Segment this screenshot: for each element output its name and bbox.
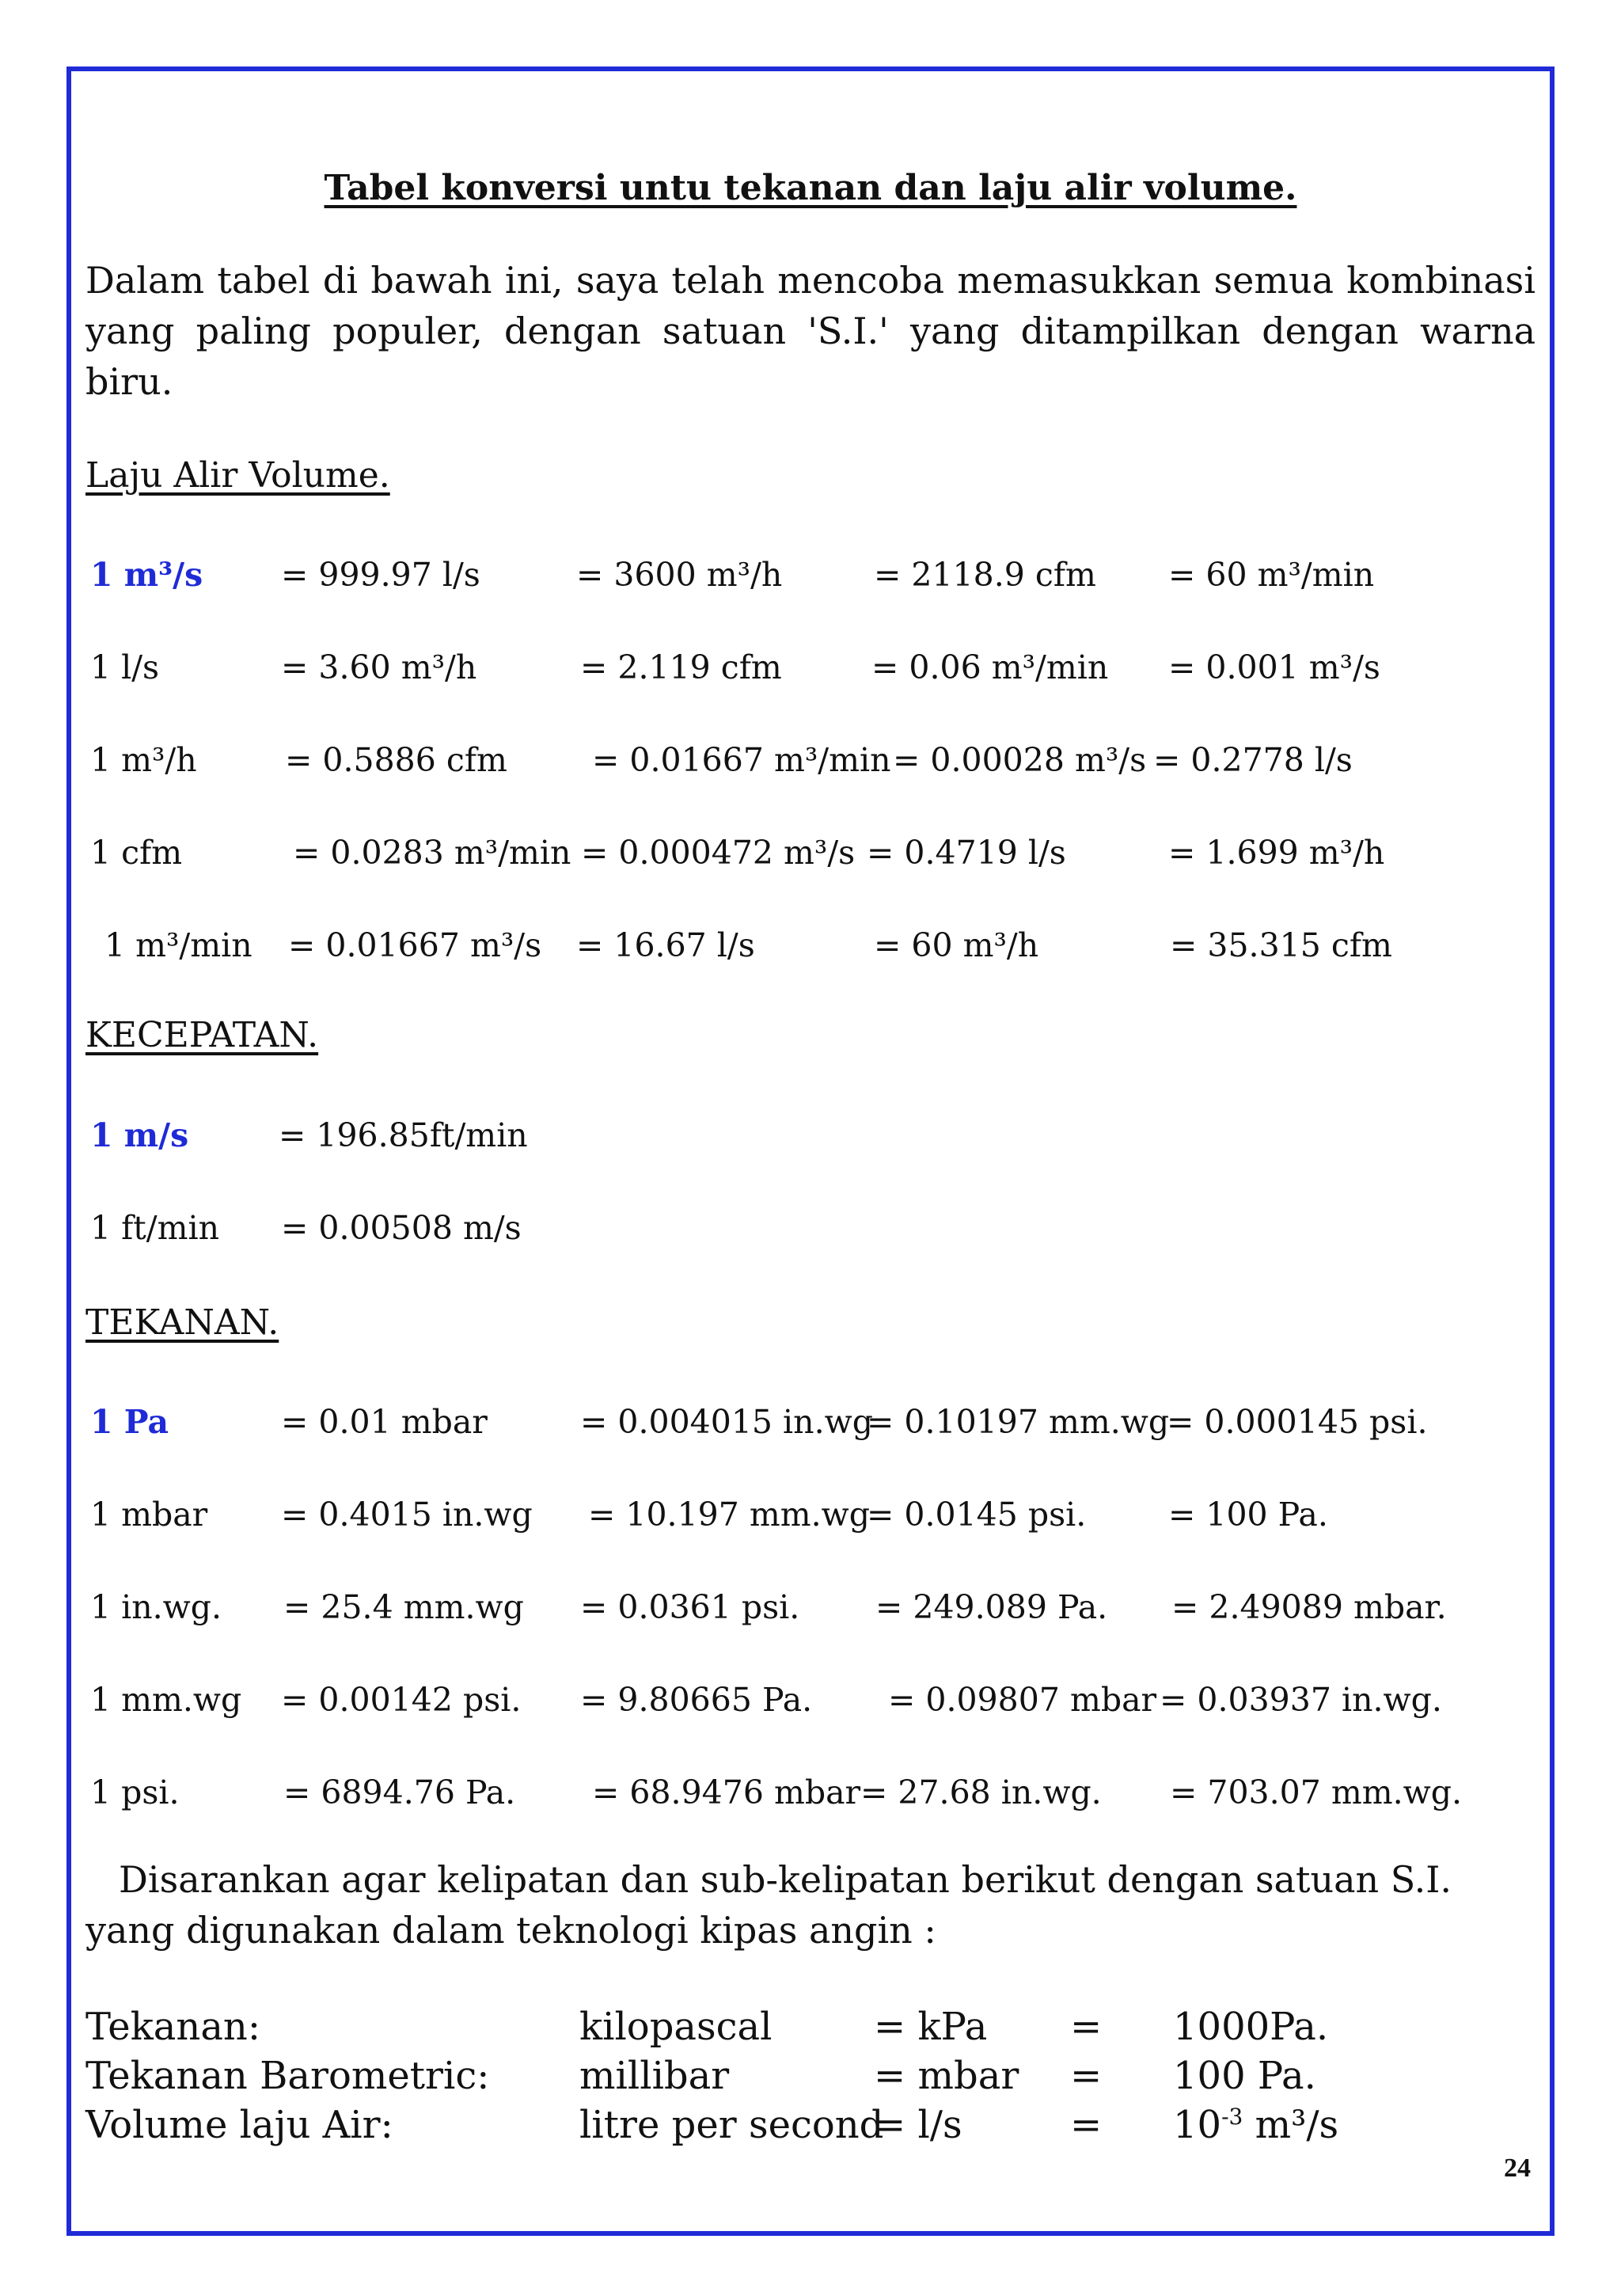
flow-unit: 1 l/s [90, 648, 160, 686]
section-heading-pressure: TEKANAN. [85, 1302, 279, 1343]
velocity-value: = 196.85ft/min [279, 1116, 528, 1154]
pressure-unit: 1 in.wg. [90, 1588, 222, 1626]
unit-symbol: = mbar [874, 2054, 1019, 2098]
pressure-value: = 0.09807 mbar [888, 1681, 1157, 1719]
page-title: Tabel konversi untu tekanan dan laju alir volume. [324, 168, 1297, 208]
pressure-unit: 1 psi. [90, 1773, 180, 1811]
pressure-unit: 1 mm.wg [90, 1681, 242, 1719]
pressure-value: = 6894.76 Pa. [283, 1773, 516, 1811]
flow-unit: 1 cfm [90, 834, 183, 872]
flow-unit: 1 m³/h [90, 741, 197, 779]
unit-name: litre per second [579, 2103, 884, 2147]
velocity-si-unit: 1 m/s [90, 1116, 189, 1154]
flow-value: = 0.001 m³/s [1168, 648, 1380, 686]
pressure-value: = 100 Pa. [1168, 1496, 1328, 1534]
flow-value: = 0.00028 m³/s [893, 741, 1147, 779]
flow-value: = 35.315 cfm [1170, 926, 1392, 964]
unit-value: 1000Pa. [1173, 2005, 1329, 2049]
pressure-value: = 0.0145 psi. [867, 1496, 1087, 1534]
pressure-value: = 703.07 mm.wg. [1170, 1773, 1463, 1811]
unit-label: Tekanan: [85, 2005, 261, 2049]
unit-value-base: 10 [1173, 2103, 1222, 2147]
unit-equals: = [1070, 2054, 1103, 2098]
section-heading-flow: Laju Alir Volume. [85, 455, 390, 496]
pressure-si-unit: 1 Pa [90, 1403, 169, 1441]
flow-value: = 0.5886 cfm [285, 741, 507, 779]
velocity-value: = 0.00508 m/s [281, 1209, 522, 1247]
flow-value: = 2.119 cfm [580, 648, 782, 686]
flow-value: = 0.06 m³/min [871, 648, 1109, 686]
pressure-value: = 0.004015 in.wg [580, 1403, 873, 1441]
pressure-value: = 9.80665 Pa. [580, 1681, 813, 1719]
flow-value: = 0.01667 m³/min [592, 741, 891, 779]
unit-symbol: = l/s [874, 2103, 962, 2147]
flow-value: = 0.0283 m³/min [293, 834, 571, 872]
flow-value: = 3.60 m³/h [281, 648, 477, 686]
page-number: 24 [1504, 2153, 1531, 2183]
pressure-value: = 0.4015 in.wg [281, 1496, 533, 1534]
flow-value: = 2118.9 cfm [874, 556, 1096, 594]
unit-value: 100 Pa. [1173, 2054, 1316, 2098]
unit-equals: = [1070, 2103, 1103, 2147]
pressure-value: = 0.0361 psi. [580, 1588, 800, 1626]
unit-equals: = [1070, 2005, 1103, 2049]
pressure-value: = 0.03937 in.wg. [1160, 1681, 1442, 1719]
unit-symbol: = kPa [874, 2005, 988, 2049]
recommendation-note [85, 1854, 1536, 1956]
unit-label: Tekanan Barometric: [85, 2054, 490, 2098]
pressure-value: = 10.197 mm.wg [588, 1496, 871, 1534]
unit-value [1173, 2103, 1338, 2147]
pressure-value: = 27.68 in.wg. [860, 1773, 1102, 1811]
unit-label: Volume laju Air: [85, 2103, 393, 2147]
recommendation-text: Disarankan agar kelipatan dan sub-kelipatan berikut dengan satuan S.I. yang digunakan dalam teknologi kipas angin : [85, 1858, 1452, 1952]
pressure-value: = 68.9476 mbar [592, 1773, 861, 1811]
flow-value: = 0.2778 l/s [1153, 741, 1353, 779]
unit-name: kilopascal [579, 2005, 773, 2049]
unit-value-unit: m³/s [1243, 2103, 1339, 2147]
flow-unit: 1 m³/min [104, 926, 252, 964]
unit-value-exponent: -3 [1221, 2104, 1243, 2130]
flow-value: = 0.4719 l/s [867, 834, 1066, 872]
unit-name: millibar [579, 2054, 730, 2098]
flow-value: = 1.699 m³/h [1168, 834, 1385, 872]
flow-value: = 60 m³/h [874, 926, 1039, 964]
pressure-value: = 0.000145 psi. [1167, 1403, 1428, 1441]
velocity-unit: 1 ft/min [90, 1209, 219, 1247]
pressure-value: = 0.01 mbar [281, 1403, 488, 1441]
intro-paragraph: Dalam tabel di bawah ini, saya telah mencoba memasukkan semua kombinasi yang paling populer, dengan satuan 'S.I.' yang ditampilkan dengan warna biru. [85, 259, 1536, 403]
flow-value: = 16.67 l/s [576, 926, 755, 964]
pressure-value: = 25.4 mm.wg [283, 1588, 524, 1626]
flow-value: = 60 m³/min [1168, 556, 1375, 594]
flow-value: = 0.01667 m³/s [288, 926, 542, 964]
pressure-unit: 1 mbar [90, 1496, 208, 1534]
pressure-value: = 2.49089 mbar. [1171, 1588, 1447, 1626]
flow-value: = 3600 m³/h [576, 556, 783, 594]
flow-value: = 0.000472 m³/s [581, 834, 856, 872]
flow-value: = 999.97 l/s [281, 556, 480, 594]
pressure-value: = 0.10197 mm.wg [867, 1403, 1170, 1441]
flow-si-unit: 1 m³/s [90, 556, 203, 594]
section-heading-velocity: KECEPATAN. [85, 1015, 319, 1055]
pressure-value: = 249.089 Pa. [875, 1588, 1108, 1626]
pressure-value: = 0.00142 psi. [281, 1681, 522, 1719]
